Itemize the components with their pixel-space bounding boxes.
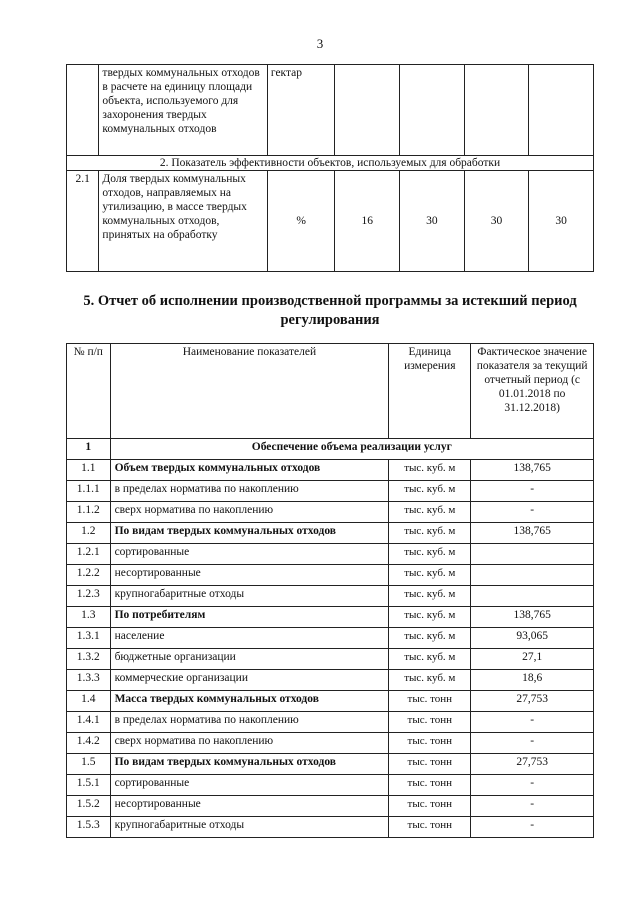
unit-cell: тыс. тонн — [389, 691, 471, 712]
row-number: 1.5.3 — [67, 817, 111, 838]
header-number: № п/п — [67, 344, 111, 439]
row-number: 1.1.2 — [67, 502, 111, 523]
table-row — [67, 670, 594, 691]
indicator-name: По видам твердых коммунальных отходов — [110, 523, 389, 544]
row-number: 1.2.3 — [67, 586, 111, 607]
table-row — [67, 607, 594, 628]
table-row — [67, 565, 594, 586]
table-row — [67, 502, 594, 523]
value-cell: 16 — [335, 171, 400, 272]
table-row — [67, 733, 594, 754]
table-section-row — [67, 439, 594, 460]
row-number: 1.4 — [67, 691, 111, 712]
table-row — [67, 65, 594, 156]
table-row — [67, 754, 594, 775]
table-row — [67, 481, 594, 502]
table-row — [67, 586, 594, 607]
unit-cell: тыс. куб. м — [389, 649, 471, 670]
row-number: 1.2.2 — [67, 565, 111, 586]
table-row — [67, 544, 594, 565]
value-cell: 18,6 — [471, 670, 594, 691]
value-cell: 138,765 — [471, 523, 594, 544]
unit-cell: тыс. тонн — [389, 796, 471, 817]
table-row — [67, 523, 594, 544]
value-cell — [464, 65, 529, 156]
row-number: 1.4.2 — [67, 733, 111, 754]
value-cell — [471, 586, 594, 607]
value-cell — [400, 65, 465, 156]
unit-cell: тыс. куб. м — [389, 628, 471, 649]
indicator-name: Объем твердых коммунальных отходов — [110, 460, 389, 481]
unit-cell: тыс. тонн — [389, 733, 471, 754]
indicator-name: сверх норматива по накоплению — [110, 733, 389, 754]
table-row — [67, 649, 594, 670]
indicator-name: По потребителям — [110, 607, 389, 628]
table-row — [67, 628, 594, 649]
program-report-table — [66, 343, 594, 838]
row-number: 1.3.3 — [67, 670, 111, 691]
value-cell: 27,1 — [471, 649, 594, 670]
section-number: 1 — [67, 439, 111, 460]
unit-cell: тыс. куб. м — [389, 565, 471, 586]
indicator-name: Масса твердых коммунальных отходов — [110, 691, 389, 712]
row-number: 1.4.1 — [67, 712, 111, 733]
indicator-name: крупногабаритные отходы — [110, 586, 389, 607]
indicator-name: население — [110, 628, 389, 649]
indicator-name: несортированные — [110, 565, 389, 586]
value-cell: - — [471, 502, 594, 523]
value-cell: 30 — [529, 171, 594, 272]
indicator-name: несортированные — [110, 796, 389, 817]
value-cell: - — [471, 775, 594, 796]
row-number: 1.5.2 — [67, 796, 111, 817]
row-number: 1.5.1 — [67, 775, 111, 796]
indicator-name: коммерческие организации — [110, 670, 389, 691]
indicator-name: бюджетные организации — [110, 649, 389, 670]
unit-cell: тыс. тонн — [389, 817, 471, 838]
page-number: 3 — [316, 36, 324, 51]
unit-cell: гектар — [267, 65, 335, 156]
indicator-name: сверх норматива по накоплению — [110, 502, 389, 523]
table-row — [67, 817, 594, 838]
unit-cell: тыс. куб. м — [389, 607, 471, 628]
table-row — [67, 460, 594, 481]
row-number: 1.3.1 — [67, 628, 111, 649]
row-number: 1.2.1 — [67, 544, 111, 565]
table-header-row — [67, 344, 594, 439]
unit-cell: тыс. тонн — [389, 754, 471, 775]
value-cell: - — [471, 481, 594, 502]
value-cell: 138,765 — [471, 607, 594, 628]
unit-cell: тыс. куб. м — [389, 670, 471, 691]
row-number: 1.3.2 — [67, 649, 111, 670]
unit-cell: тыс. куб. м — [389, 502, 471, 523]
unit-cell: тыс. куб. м — [389, 481, 471, 502]
table-section-row — [67, 156, 594, 171]
unit-cell: тыс. куб. м — [389, 544, 471, 565]
unit-cell: тыс. тонн — [389, 775, 471, 796]
value-cell: 30 — [464, 171, 529, 272]
value-cell — [529, 65, 594, 156]
header-name: Наименование показателей — [110, 344, 389, 439]
previous-indicators-table — [66, 64, 594, 272]
value-cell: 93,065 — [471, 628, 594, 649]
table-row — [67, 796, 594, 817]
value-cell: 27,753 — [471, 691, 594, 712]
indicator-name: По видам твердых коммунальных отходов — [110, 754, 389, 775]
unit-cell: тыс. куб. м — [389, 523, 471, 544]
row-number: 1.5 — [67, 754, 111, 775]
indicator-name: Доля твердых коммунальных отходов, направляемых на утилизацию, в массе твердых коммунальных отходов, принятых на обработку — [99, 171, 267, 272]
row-number — [67, 65, 99, 156]
value-cell — [471, 544, 594, 565]
section-row-title: Обеспечение объема реализации услуг — [110, 439, 593, 460]
value-cell: - — [471, 817, 594, 838]
unit-cell: % — [267, 171, 335, 272]
row-number: 1.3 — [67, 607, 111, 628]
header-value: Фактическое значение показателя за текущий отчетный период (с 01.01.2018 по 31.12.2018) — [471, 344, 594, 439]
row-number: 1.1.1 — [67, 481, 111, 502]
value-cell: - — [471, 796, 594, 817]
indicator-name: в пределах норматива по накоплению — [110, 481, 389, 502]
indicator-name: крупногабаритные отходы — [110, 817, 389, 838]
table-row — [67, 171, 594, 272]
value-cell — [335, 65, 400, 156]
value-cell — [471, 565, 594, 586]
indicator-name: сортированные — [110, 544, 389, 565]
table-row — [67, 691, 594, 712]
header-unit: Единица измерения — [389, 344, 471, 439]
row-number: 1.2 — [67, 523, 111, 544]
unit-cell: тыс. куб. м — [389, 460, 471, 481]
value-cell: 138,765 — [471, 460, 594, 481]
value-cell: 27,753 — [471, 754, 594, 775]
unit-cell: тыс. тонн — [389, 712, 471, 733]
table-row — [67, 712, 594, 733]
indicator-name: в пределах норматива по накоплению — [110, 712, 389, 733]
value-cell: - — [471, 733, 594, 754]
table-row — [67, 775, 594, 796]
section-heading: 2. Показатель эффективности объектов, используемых для обработки — [67, 156, 594, 171]
section-title: 5. Отчет об исполнении производственной программы за истекший период регулирования — [83, 293, 577, 328]
value-cell: - — [471, 712, 594, 733]
row-number: 1.1 — [67, 460, 111, 481]
unit-cell: тыс. куб. м — [389, 586, 471, 607]
row-number: 2.1 — [67, 171, 99, 272]
indicator-name: сортированные — [110, 775, 389, 796]
indicator-name: твердых коммунальных отходов в расчете на единицу площади объекта, используемого для захоронения твердых коммунальных отходов — [99, 65, 267, 156]
value-cell: 30 — [400, 171, 465, 272]
